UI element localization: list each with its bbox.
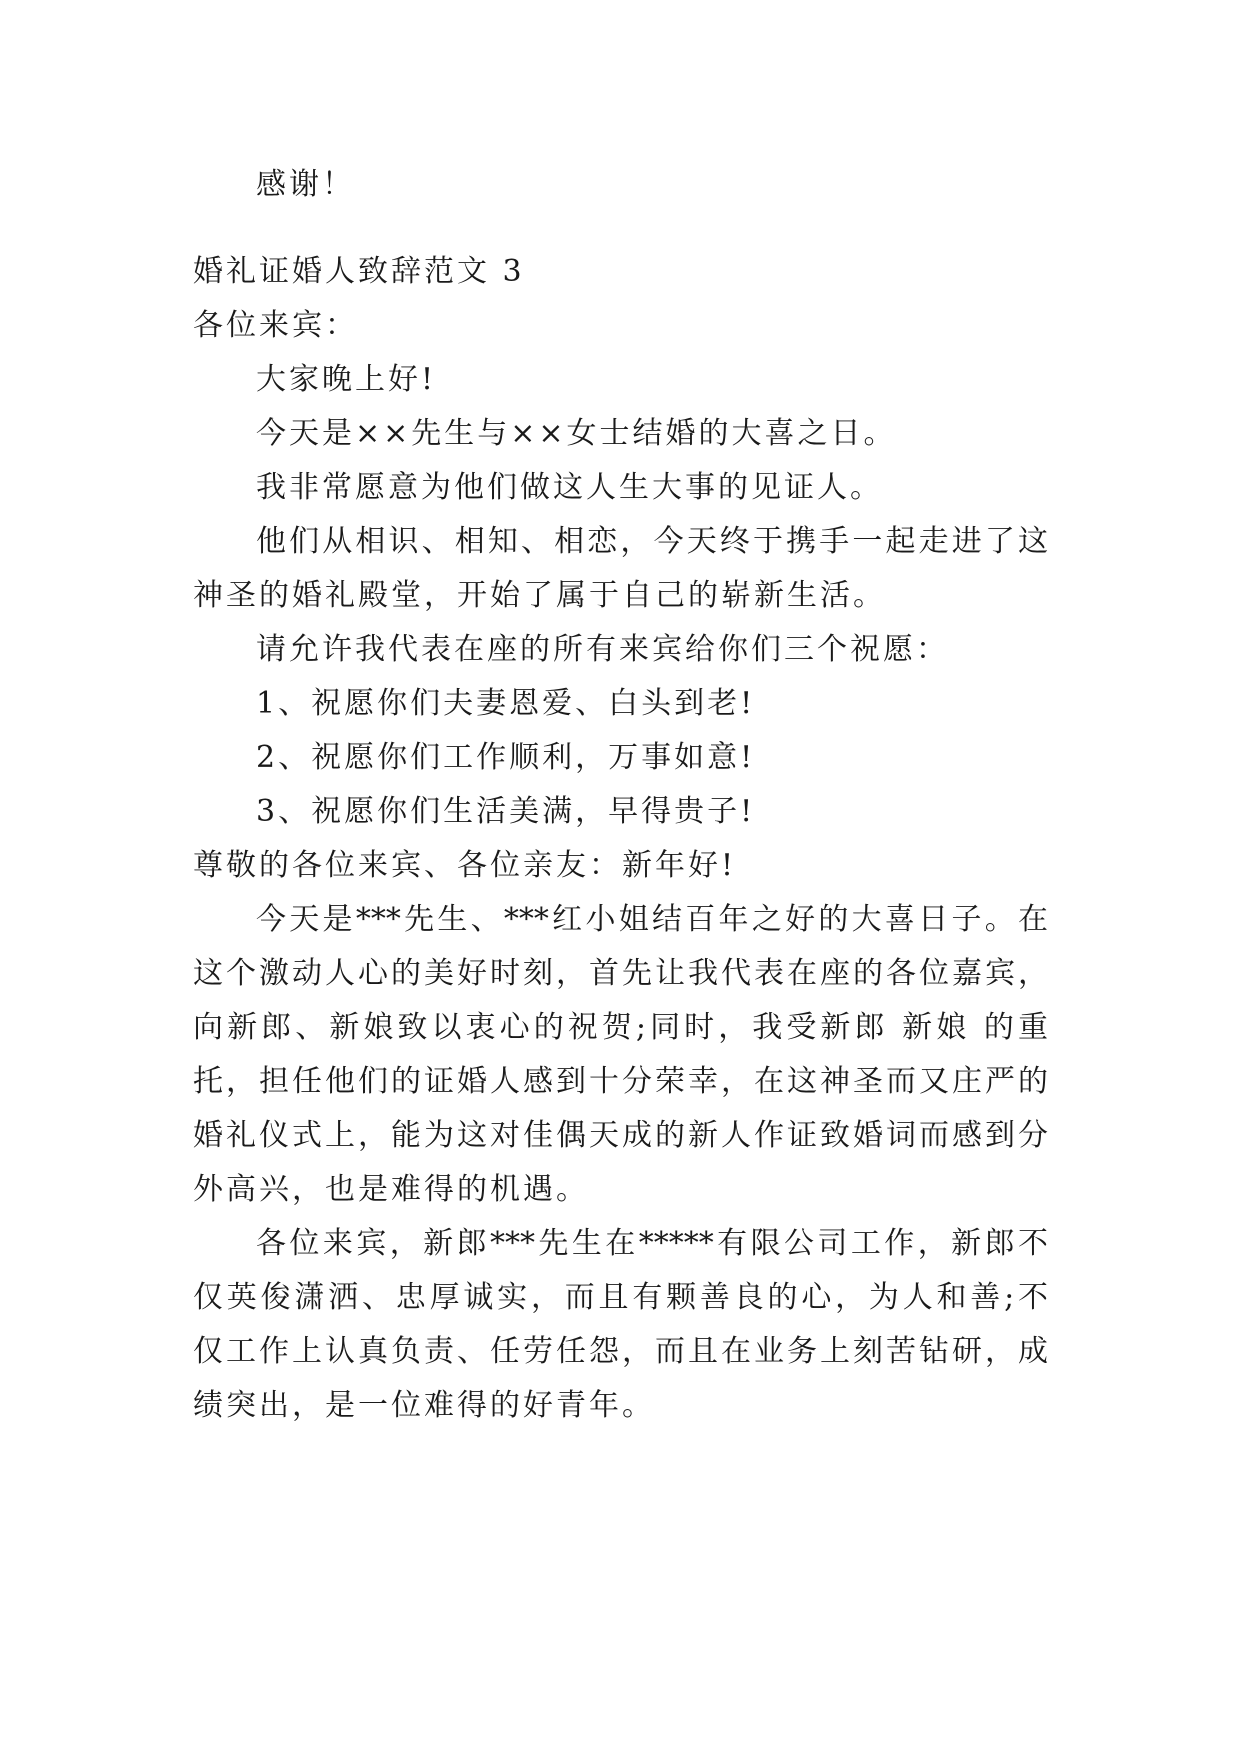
paragraph-4-line-2: 神圣的婚礼殿堂，开始了属于自己的崭新生活。 bbox=[193, 578, 886, 613]
paragraph-2: 今天是××先生与××女士结婚的大喜之日。 bbox=[256, 416, 897, 451]
paragraph-6-line-6: 外高兴，也是难得的机遇。 bbox=[193, 1172, 589, 1207]
wish-3: 3、祝愿你们生活美满，早得贵子! bbox=[256, 794, 756, 829]
paragraph-7-line-2: 仅英俊潇洒、忠厚诚实，而且有颗善良的心，为人和善;不 bbox=[193, 1280, 1048, 1315]
paragraph-4-line-1: 他们从相识、相知、相恋，今天终于携手一起走进了这 bbox=[256, 524, 1048, 559]
paragraph-6-line-4: 托，担任他们的证婚人感到十分荣幸，在这神圣而又庄严的 bbox=[193, 1064, 1048, 1099]
paragraph-6-line-2: 这个激动人心的美好时刻，首先让我代表在座的各位嘉宾， bbox=[193, 956, 1048, 991]
paragraph-5: 请允许我代表在座的所有来宾给你们三个祝愿： bbox=[256, 632, 949, 667]
greeting: 各位来宾： bbox=[193, 308, 358, 343]
greeting-2: 尊敬的各位来宾、各位亲友：新年好! bbox=[193, 848, 737, 883]
paragraph-6-line-1: 今天是***先生、***红小姐结百年之好的大喜日子。在 bbox=[256, 902, 1048, 937]
paragraph-7-line-1: 各位来宾，新郎***先生在*****有限公司工作，新郎不 bbox=[256, 1226, 1048, 1261]
thanks-line: 感谢！ bbox=[256, 167, 355, 202]
section-title: 婚礼证婚人致辞范文 3 bbox=[193, 254, 525, 289]
paragraph-7-line-3: 仅工作上认真负责、任劳任怨，而且在业务上刻苦钻研，成 bbox=[193, 1334, 1048, 1369]
wish-1: 1、祝愿你们夫妻恩爱、白头到老! bbox=[256, 686, 756, 721]
wish-2: 2、祝愿你们工作顺利，万事如意! bbox=[256, 740, 756, 775]
paragraph-3: 我非常愿意为他们做这人生大事的见证人。 bbox=[256, 470, 883, 505]
paragraph-7-line-4: 绩突出，是一位难得的好青年。 bbox=[193, 1388, 655, 1423]
paragraph-1: 大家晚上好! bbox=[256, 362, 437, 397]
paragraph-6-line-5: 婚礼仪式上，能为这对佳偶天成的新人作证致婚词而感到分 bbox=[193, 1118, 1048, 1153]
paragraph-6-line-3: 向新郎、新娘致以衷心的祝贺;同时，我受新郎 新娘 的重 bbox=[193, 1010, 1048, 1045]
